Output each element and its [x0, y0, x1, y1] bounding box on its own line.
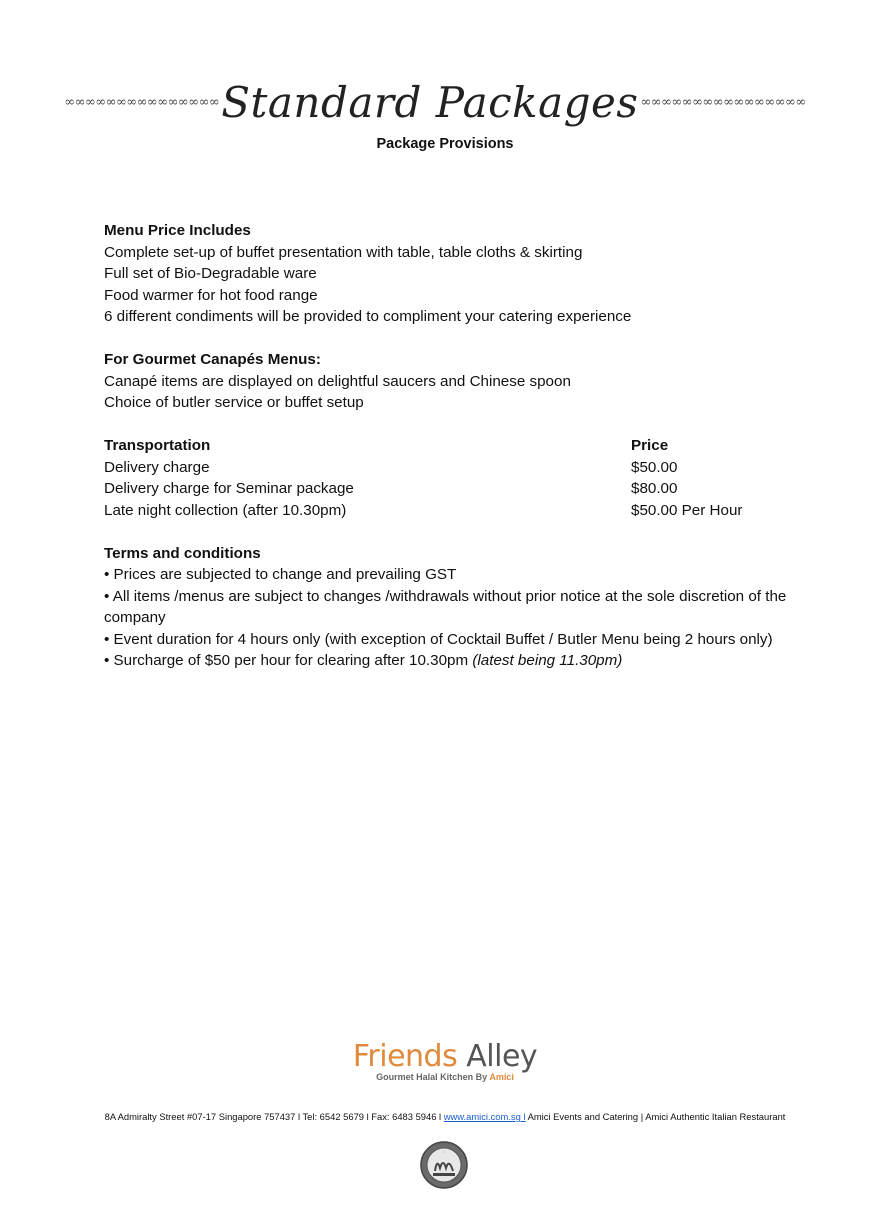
terms-heading: Terms and conditions — [104, 544, 261, 562]
menu-price-item: Food warmer for hot food range — [104, 286, 318, 304]
charge-price: $50.00 — [631, 458, 678, 476]
canapes-item: Choice of butler service or buffet setup — [104, 394, 364, 411]
canapes-heading: For Gourmet Canapés Menus: — [104, 351, 321, 368]
terms-item — [104, 650, 834, 672]
menu-price-heading: Menu Price Includes — [104, 222, 251, 239]
charge-label: Delivery charge — [104, 458, 210, 476]
terms-item: • Prices are subjected to change and prevailing GST — [104, 566, 457, 583]
logo-tagline — [0, 1072, 870, 1082]
menu-price-item: Full set of Bio-Degradable ware — [104, 265, 317, 282]
terms-item: • All items /menus are subject to changes /withdrawals without prior notice at the sole discretion of the company — [104, 587, 787, 626]
flourish-right: ∞∞∞∞∞∞∞∞∞∞∞∞∞∞∞∞ — [640, 95, 806, 110]
charge-price: $50.00 Per Hour — [631, 501, 743, 519]
flourish-left: ∞∞∞∞∞∞∞∞∞∞∞∞∞∞∞ — [64, 95, 220, 110]
logo-tagline-brand: Amici — [489, 1072, 514, 1082]
menu-price-item: 6 different condiments will be provided to compliment your catering experience — [104, 308, 632, 325]
footer-rest: Amici Events and Catering | Amici Authentic Italian Restaurant — [525, 1111, 786, 1122]
transportation-heading: Transportation — [104, 437, 211, 454]
document-body — [104, 220, 834, 672]
menu-price-section — [104, 220, 834, 328]
page-title: Standard Packages — [221, 78, 639, 127]
logo-friends: Friends — [352, 1039, 458, 1074]
halal-certification-seal-icon — [419, 1140, 469, 1190]
page-footer — [0, 1111, 870, 1122]
canapes-section — [104, 349, 834, 414]
menu-price-item: Complete set-up of buffet presentation with table, table cloths & skirting — [104, 243, 583, 261]
charge-price: $80.00 — [631, 480, 678, 497]
canapes-item: Canapé items are displayed on delightful saucers and Chinese spoon — [104, 372, 571, 390]
logo-wordmark — [0, 1040, 870, 1074]
terms-item-text: • Surcharge of $50 per hour for clearing after 10.30pm — [104, 652, 473, 669]
page-header — [0, 78, 870, 127]
table-row — [104, 478, 834, 500]
terms-section — [104, 543, 834, 672]
charge-label: Delivery charge for Seminar package — [104, 480, 354, 497]
charge-label: Late night collection (after 10.30pm) — [104, 501, 347, 519]
logo-alley: Alley — [466, 1039, 538, 1074]
website-link[interactable]: www.amici.com.sg l — [443, 1111, 526, 1122]
terms-item-note: (latest being 11.30pm) — [472, 652, 623, 669]
brand-logo — [0, 1040, 870, 1082]
transportation-header-row — [104, 435, 834, 457]
logo-tagline-text: Gourmet Halal Kitchen By — [376, 1072, 490, 1082]
footer-address: 8A Admiralty Street #07-17 Singapore 757437 l Tel: 6542 5679 l Fax: 6483 5946 l — [104, 1111, 444, 1122]
page-subtitle: Package Provisions — [376, 136, 514, 152]
terms-item: • Event duration for 4 hours only (with exception of Cocktail Buffet / Butler Menu being 2 hours only) — [104, 630, 773, 648]
transportation-table — [104, 435, 834, 521]
price-heading: Price — [631, 437, 669, 454]
table-row — [104, 457, 834, 479]
table-row — [104, 500, 834, 522]
